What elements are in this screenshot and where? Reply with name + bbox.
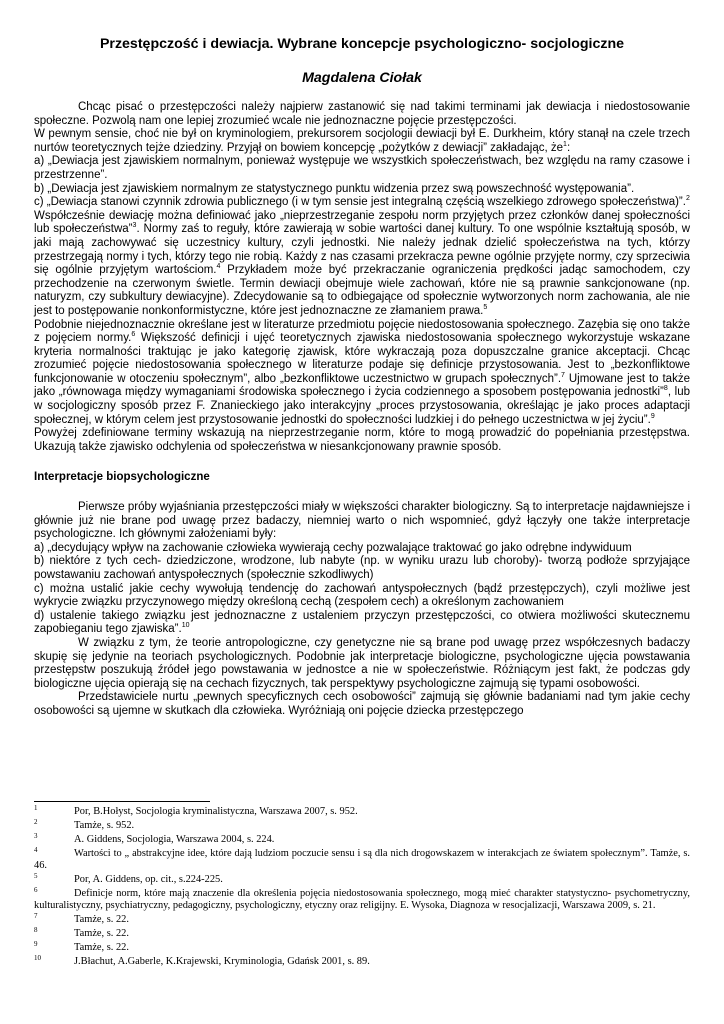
paragraph: Powyżej zdefiniowane terminy wskazują na nieprzestrzeganie norm, które to mogą prowadzić do popełniania przestępstwa. Ukazują także zjawisko odchylenia od społeczeństwa w niesankcjonowany prawnie sposób. bbox=[34, 427, 690, 453]
paragraph: Współcześnie dewiację można definiować jako „nieprzestrzeganie zespołu norm przyjętych przez członków danej społeczności lub społeczeństwa”$^3$. Normy zaś to reguły, które zawierają w sobie wartości danej kultury. To one wspólnie kształtują sposób, w jaki mają zachowywać się uczestnicy kultury, czyli jednostki. Nie należy jednak dzielić społeczeństwa na tych, którzy przestrzegają normy i tych, którzy tego nie robią. Każdy z nas czasami przekracza pewne ogólnie przyjęte normy, czy sprzeciwia się ogólnie przyjętym wartościom.$^4$ Przykładem może być przekraczanie ograniczenia prędkości jadąc samochodem, czy przechodzenie na czerwonym świetle. Termin dewiacji obejmuje wiele zachowań, które nie są prawnie sankcjonowane (np. naturyzm, czy subkultury dewiacyjne). Zdecydowanie są to odbiegające od społecznie wytworzonych norm zachowania, ale nie jest to postępowanie nonkonformistyczne, które jest jednoznaczne ze złamaniem prawa.$^5$ bbox=[34, 209, 690, 317]
list-item: c) można ustalić jakie cechy wywołują tendencję do zachowań antyspołecznych (bądź przestępczych), czyli możliwe jest wykrycie związku przyczynowego między określoną cechą (zespołem cech) a określonym zachowaniem bbox=[34, 582, 690, 609]
section-heading: Interpretacje biopsychologiczne bbox=[34, 471, 210, 484]
footnote-separator bbox=[34, 801, 210, 802]
paragraph: W związku z tym, że teorie antropologiczne, czy genetyczne nie są brane pod uwagę przez współczesnych badaczy skupię się jedynie na teoriach psychologicznych. Podobnie jak interpretacje biologiczne, psychologiczne ujęcia powstawania przestępstw poszukują źródeł jego powstawania w jednostce a nie w społeczeństwie. Różniącym jest fakt, że podczas gdy biologiczne ujęcia opierają się na cechach fizycznych, tak perspektywy psychologiczne zajmują się typami osobowości. bbox=[34, 636, 690, 690]
footnote: 10 J.Błachut, A.Gaberle, K.Krajewski, Kryminologia, Gdańsk 2001, s. 89. bbox=[34, 954, 370, 967]
footnotes bbox=[34, 801, 690, 968]
footnote: 9 Tamże, s. 22. bbox=[34, 940, 129, 953]
footnote-ref[interactable]: 2 bbox=[685, 195, 690, 203]
document-title: Przestępczość i dewiacja. Wybrane koncepcje psychologiczno- socjologiczne bbox=[99, 36, 625, 52]
footnote-ref[interactable]: 5 bbox=[483, 304, 488, 312]
footnote-ref[interactable]: 10 bbox=[181, 622, 190, 630]
footnote-ref[interactable]: 7 bbox=[561, 372, 565, 380]
footnote: 7 Tamże, s. 22. bbox=[34, 912, 129, 925]
paragraph: a) „Dewiacja jest zjawiskiem normalnym, ponieważ występuje we wszystkich społeczeństwach, bez względu na ramy czasowe i przestrzenne”. bbox=[34, 155, 690, 181]
list-item: a) „decydujący wpływ na zachowanie człowieka wywierają cechy pozwalające traktować go jako odrębne indywiduum bbox=[34, 541, 632, 554]
footnote-ref[interactable]: 8 bbox=[663, 385, 668, 393]
paragraph: b) „Dewiacja jest zjawiskiem normalnym ze statystycznego punktu widzenia przez swą powszechność występowania”. bbox=[34, 182, 635, 195]
footnote: 6 Definicje norm, które mają znaczenie dla określenia pojęcia niedostosowania społecznego, mogą mieć charakter statystyczno- psychometryczny, kulturalistyczny, psychiatryczny, pedagogiczny, psychologiczny, etyczny oraz religijny. E. Wysoka, Diagnoza w resocjalizacji, Warszawa 2009, s. 21. bbox=[34, 886, 690, 911]
list-item: d) ustalenie takiego związku jest jednoznaczne z ustaleniem przyczyn przestępczości, co otwiera możliwości skutecznemu zapobieganiu tego zjawiska”.$^{10}$ bbox=[34, 609, 690, 636]
footnote: 1 Por, B.Hołyst, Socjologia kryminalistyczna, Warszawa 2007, s. 952. bbox=[34, 804, 358, 817]
list-item: b) niektóre z tych cech- dziedziczone, wrodzone, lub nabyte (np. w wyniku urazu lub choroby)- tworzą podłoże sprzyjające powstawaniu zachowań antyspołecznych (społecznie szkodliwych) bbox=[34, 555, 690, 581]
paragraph: W pewnym sensie, choć nie był on kryminologiem, prekursorem socjologii dewiacji był E. Durkheim, który stanął na czele trzech nurtów teoretycznych tejże dziedziny. Przyjął on bowiem koncepcję „pożytków z dewiacji” zakładając, $że^1$: bbox=[34, 128, 690, 154]
footnote-ref[interactable]: 3 bbox=[132, 222, 137, 230]
footnote: 2 Tamże, s. 952. bbox=[34, 818, 135, 831]
footnote: 4 Wartości to „ abstrakcyjne idee, które dają ludziom poczucie sensu i są dla nich drogowskazem w interakcjach ze światem społecznym”. Tamże, s. 46. bbox=[34, 846, 690, 871]
footnote-ref[interactable]: 9 bbox=[650, 412, 655, 420]
paragraph: Przedstawiciele nurtu „pewnych specyficznych cech osobowości” zajmują się głównie badaniami nad tym jakie cechy osobowości są ujemne w skutkach dla człowieka. Wyróżniają oni pojęcie dziecka przestępczego bbox=[34, 691, 690, 717]
paragraph: Chcąc pisać o przestępczości należy najpierw zastanowić się nad takimi terminami jak dewiacja i niedostosowanie społeczne. Pozwolą nam one lepiej zrozumieć wcale nie jednoznaczne pojęcie przestępczości. bbox=[34, 101, 690, 127]
footnote-ref[interactable]: 6 bbox=[131, 331, 136, 339]
footnote-ref[interactable]: 1 bbox=[563, 140, 567, 148]
body-text bbox=[34, 101, 690, 719]
paragraph: Podobnie niejednoznacznie określane jest w literaturze przedmiotu pojęcie niedostosowania społecznego. Zazębia się ono także z pojęciem normy.$^6$ Większość definicji i ujęć teoretycznych zjawiska niedostosowania społecznego wykorzystuje wskazane kryteria normalności traktując je jako kategorię zjawisk, które wykraczają poza dopuszczalne granice akceptacji. Chcąc zrozumieć pojęcie niedostosowania społecznego w literaturze podaje się definicje przystosowania. Jest to „bezkonfliktowe funkcjonowanie w otoczeniu społecznym”, albo „bezkonfliktowe uczestnictwo w grupach społecznych”.$^7$ Ujmowane jest to także jako „równowaga między wymaganiami środowiska społecznego i życia codziennego a sposobem postępowania jednostki”$^8$, lub w socjologiczny sposób przez F. Znanieckiego jako interakcyjny „proces przystosowania, określając je jako proces adaptacji społecznej, w którym celem jest przystosowanie jednostki do społeczności ludzkiej i do pełnego uczestnictwa w jej życiu”.$^9$ bbox=[34, 318, 690, 426]
footnote-ref[interactable]: 4 bbox=[216, 263, 221, 271]
footnote: 5 Por, A. Giddens, op. cit., s.224-225. bbox=[34, 872, 223, 885]
paragraph: Pierwsze próby wyjaśniania przestępczości miały w większości charakter biologiczny. Są to interpretacje najdawniejsze i głównie już nie brane pod uwagę przez badaczy, niemniej warto o nich wspomnieć, gdyż łączyły one także interpretacje psychologiczne. Ich głównymi założeniami były: bbox=[34, 501, 690, 541]
footnote: 3 A. Giddens, Socjologia, Warszawa 2004, s. 224. bbox=[34, 832, 275, 845]
author-name: Magdalena Ciołak bbox=[302, 70, 422, 86]
footnote: 8 Tamże, s. 22. bbox=[34, 926, 129, 939]
paragraph: c) „Dewiacja stanowi czynnik zdrowia publicznego (i w tym sensie jest integralną częścią wszelkiego zdrowego społeczeństwa)”.$^2$ bbox=[34, 195, 690, 209]
